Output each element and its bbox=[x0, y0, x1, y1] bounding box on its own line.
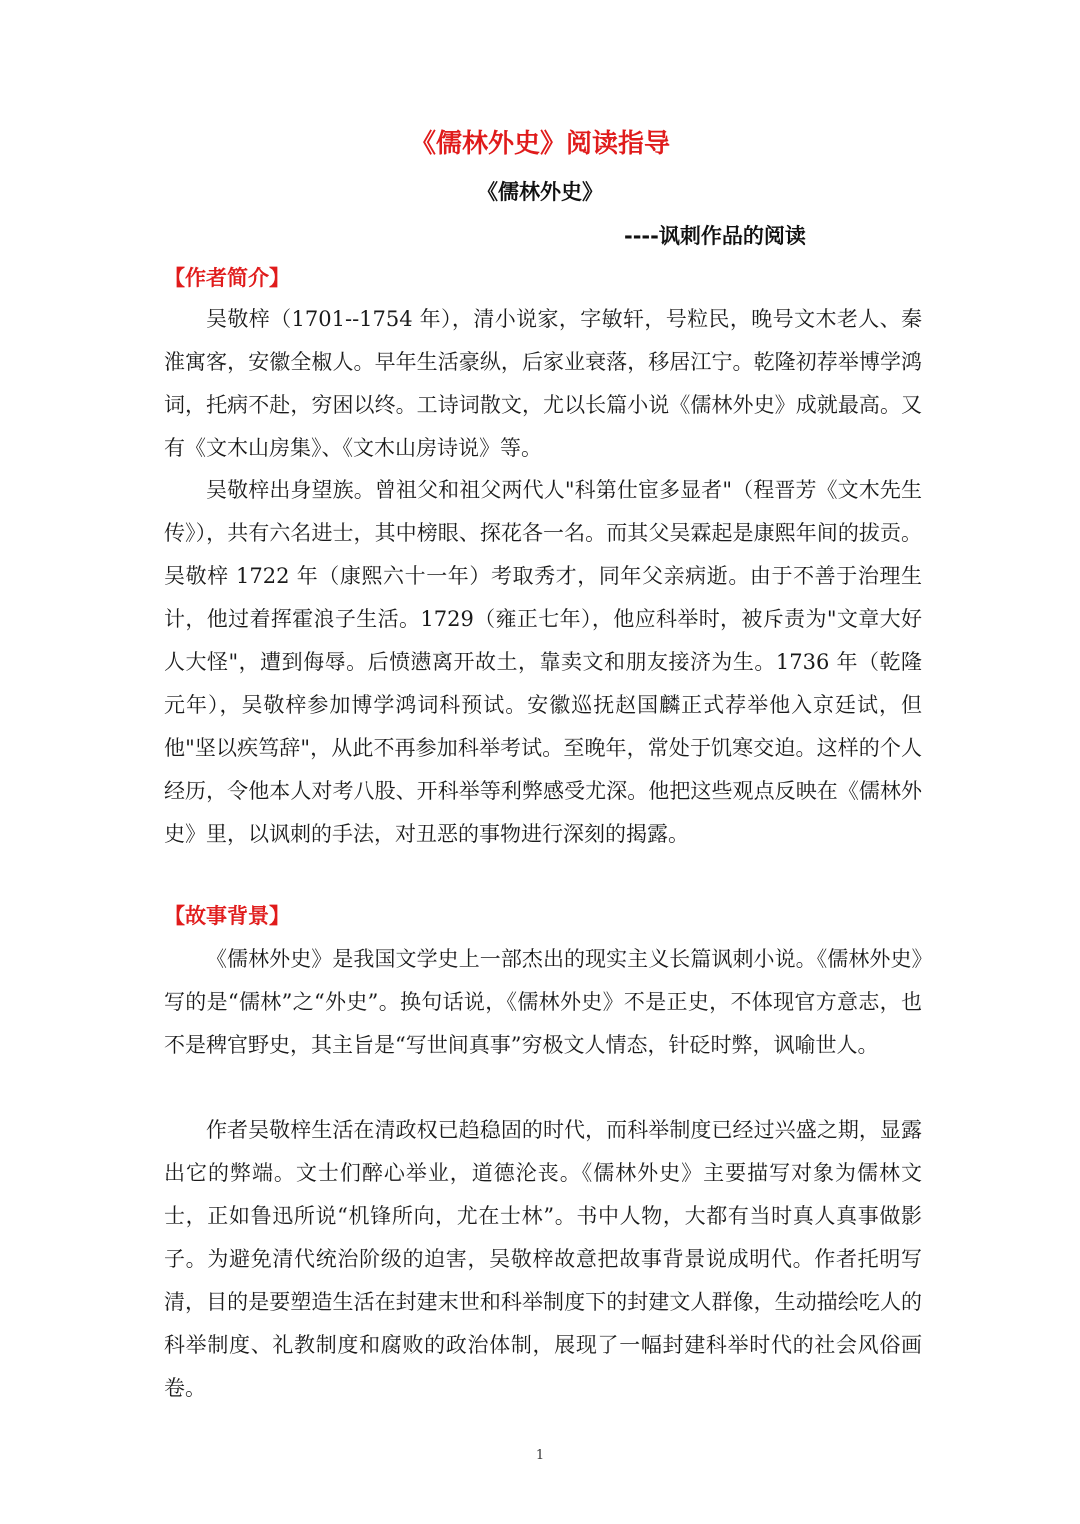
page-title: 《儒林外史》阅读指导 bbox=[409, 129, 670, 159]
page-tagline: ----讽刺作品的阅读 bbox=[624, 224, 806, 248]
background-paragraph-2: 作者吴敬梓生活在清政权已趋稳固的时代，而科举制度已经过兴盛之期，显露出它的弊端。文士们醉心举业，道德沦丧。《儒林外史》主要描写对象为儒林文士，正如鲁迅所说“机锋所向，尤在士林”。书中人物，大都有当时真人真事做影子。为避免清代统治阶级的迫害，吴敬梓故意把故事背景说成明代。作者托明写清，目的是要塑造生活在封建末世和科举制度下的封建文人群像，生动描绘吃人的科举制度、礼教制度和腐败的政治体制，展现了一幅封建科举时代的社会风俗画卷。 bbox=[164, 1118, 922, 1400]
background-paragraph-1: 《儒林外史》是我国文学史上一部杰出的现实主义长篇讽刺小说。《儒林外史》写的是“儒林”之“外史”。换句话说，《儒林外史》不是正史，不体现官方意志，也不是稗官野史，其主旨是“写世间真事”穷极文人情态，针砭时弊，讽喻世人。 bbox=[164, 947, 922, 1057]
section-heading-author: 【作者简介】 bbox=[164, 266, 290, 290]
section-heading-background: 【故事背景】 bbox=[164, 904, 290, 928]
author-paragraph-1: 吴敬梓（1701--1754 年），清小说家，字敏轩，号粒民，晚号文木老人、秦淮寓客，安徽全椒人。早年生活豪纵，后家业衰落，移居江宁。乾隆初荐举博学鸿词，托病不赴，穷困以终。工诗词散文，尤以长篇小说《儒林外史》成就最高。又有《文木山房集》、《文木山房诗说》等。 bbox=[164, 307, 922, 460]
page-number: 1 bbox=[535, 1448, 545, 1463]
page-subtitle: 《儒林外史》 bbox=[477, 180, 603, 204]
author-paragraph-2: 吴敬梓出身望族。曾祖父和祖父两代人"科第仕宦多显者"（程晋芳《文木先生传》），共有六名进士，其中榜眼、探花各一名。而其父吴霖起是康熙年间的拔贡。吴敬梓 1722 年（康熙六十一年）考取秀才，同年父亲病逝。由于不善于治理生计，他过着挥霍浪子生活。1729（雍正七年），他应科举时，被斥责为"文章大好人大怪"，遭到侮辱。后愤懑离开故土，靠卖文和朋友接济为生。1736 年（乾隆元年），吴敬梓参加博学鸿词科预试。安徽巡抚赵国麟正式荐举他入京廷试，但他"坚以疾笃辞"，从此不再参加科举考试。至晚年，常处于饥寒交迫。这样的个人经历，令他本人对考八股、开科举等利弊感受尤深。他把这些观点反映在《儒林外史》里，以讽刺的手法，对丑恶的事物进行深刻的揭露。 bbox=[164, 478, 922, 846]
